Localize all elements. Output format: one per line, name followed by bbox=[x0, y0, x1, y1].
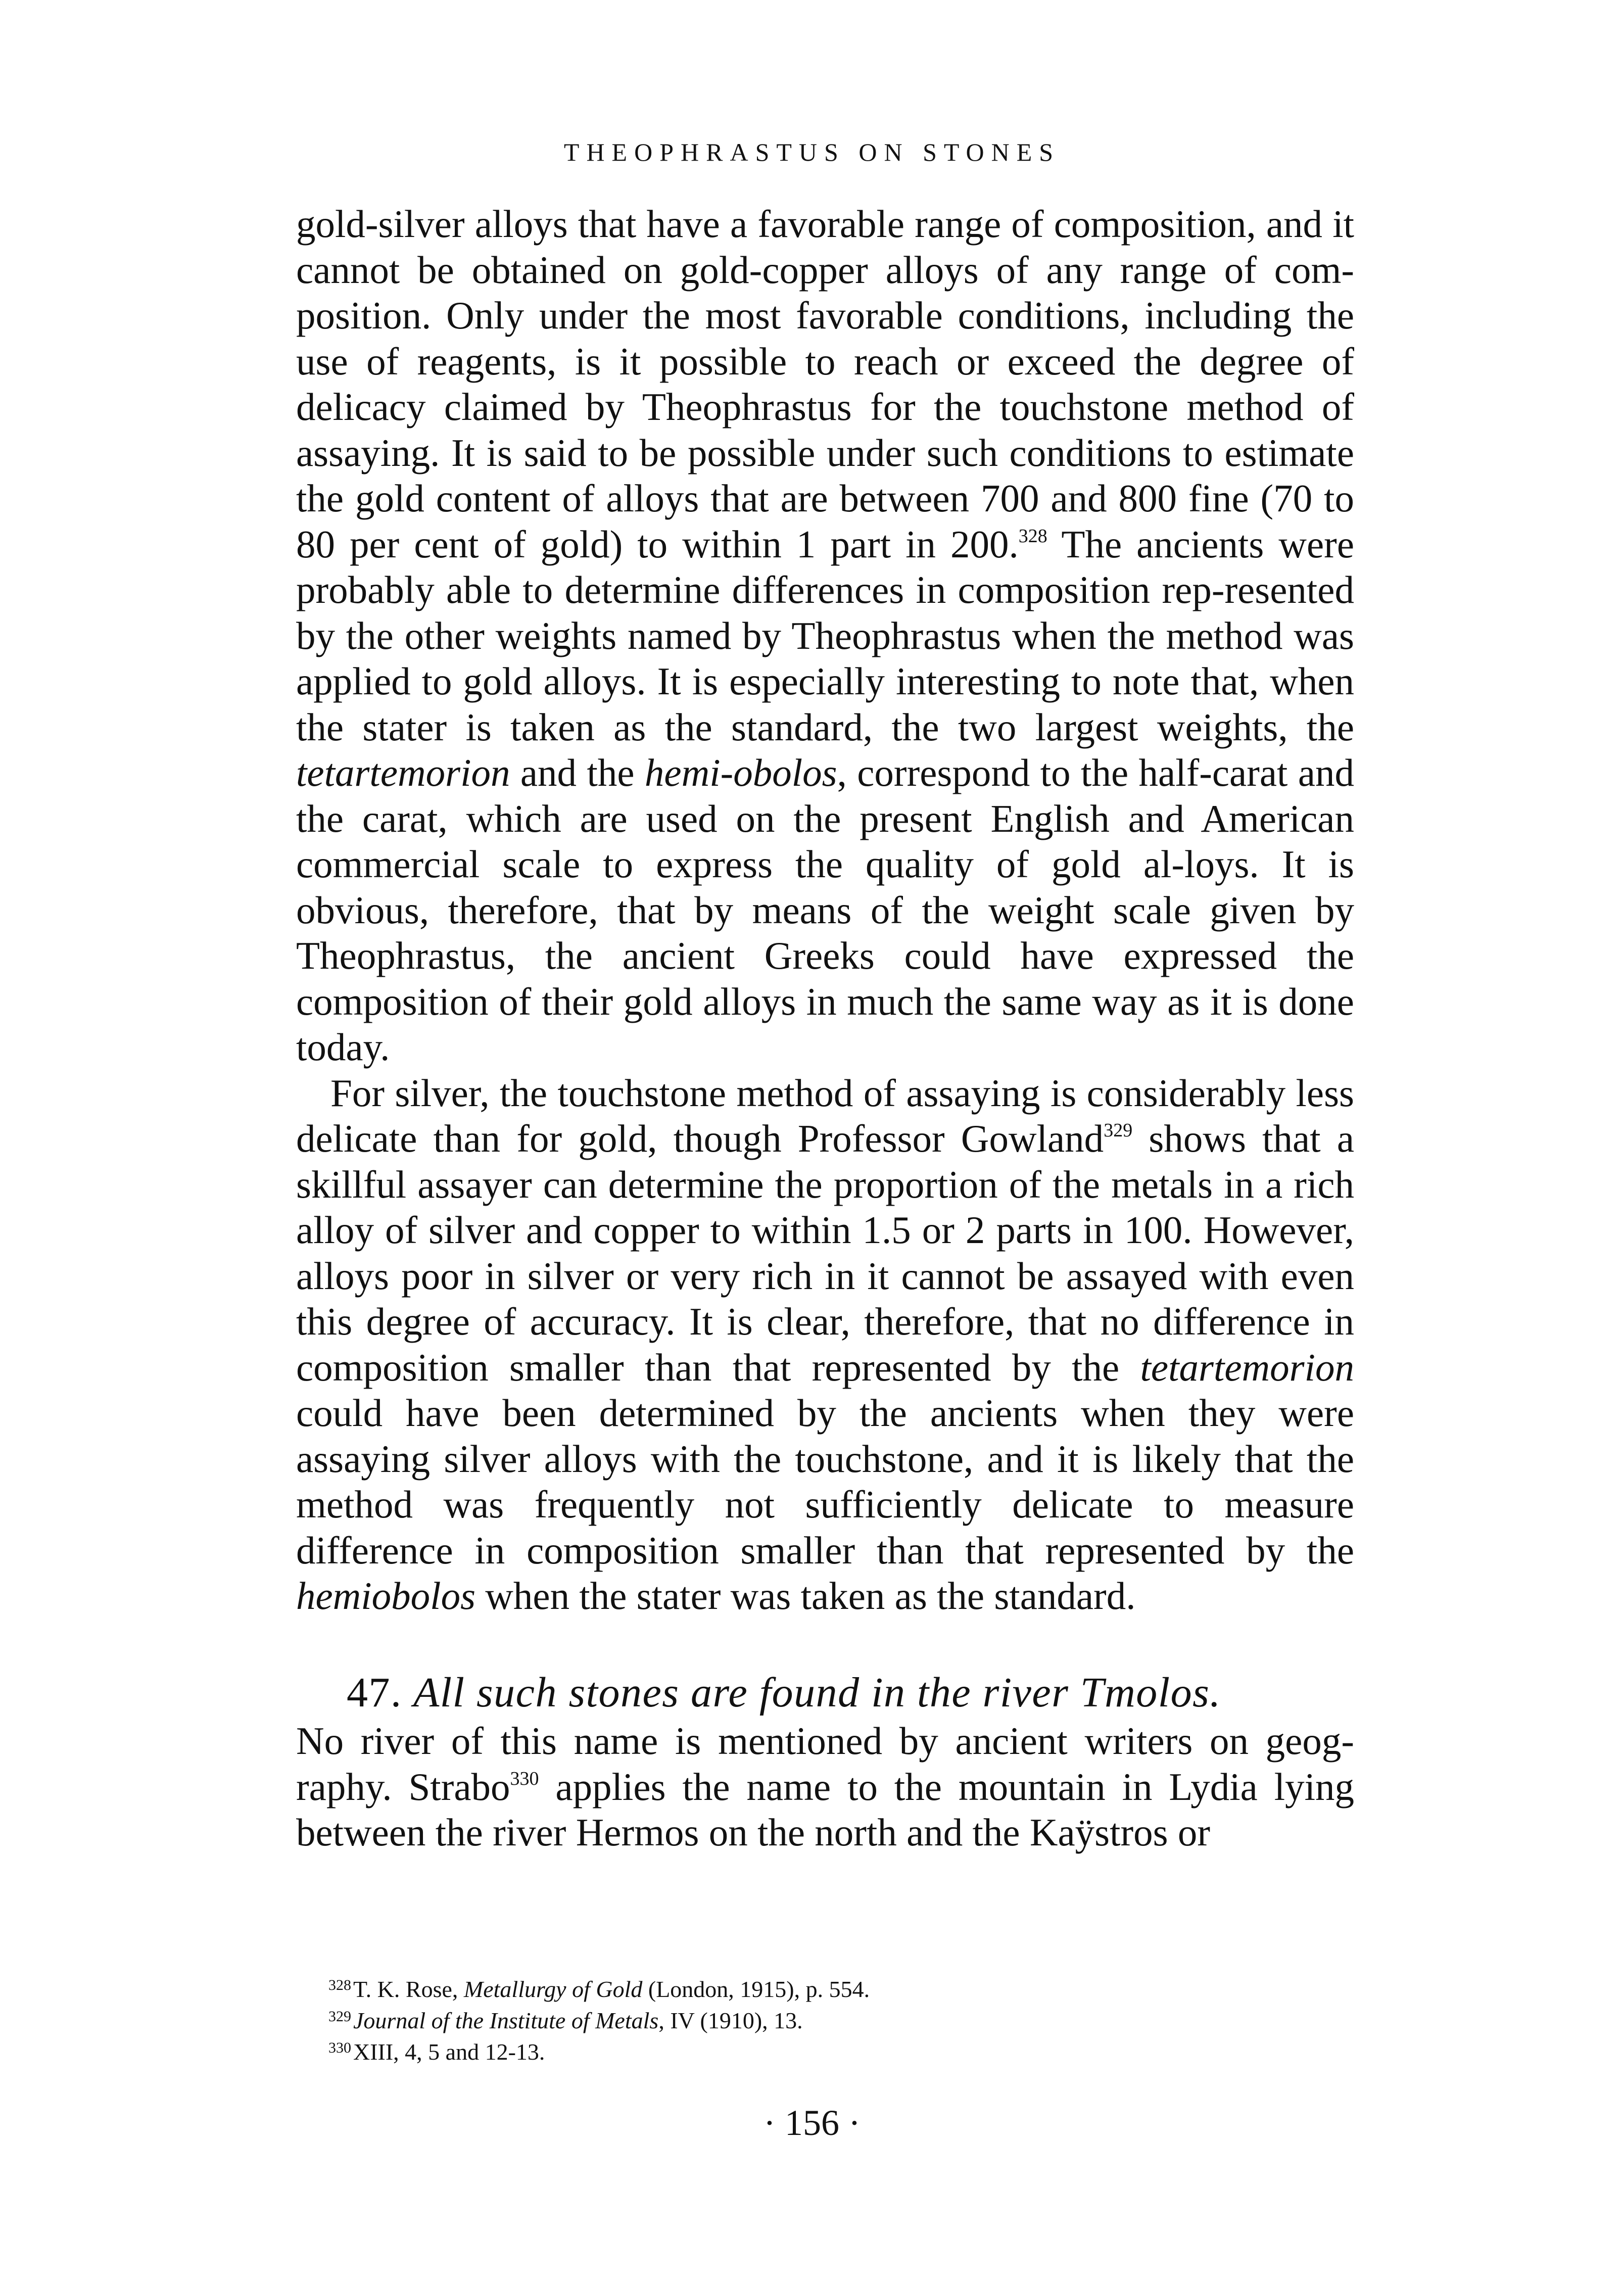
paragraph-silver-assaying bbox=[296, 1070, 1354, 1619]
footnote-title: Metallurgy of Gold bbox=[463, 1976, 643, 2002]
page-number: · 156 · bbox=[763, 2103, 861, 2143]
footnote-text: , IV (1910), 13. bbox=[658, 2008, 803, 2033]
footnote-number: 328 bbox=[328, 1977, 351, 1993]
section-number: 47. bbox=[347, 1669, 402, 1716]
footnote-number: 329 bbox=[328, 2008, 351, 2025]
footnote-text: T. K. Rose, bbox=[353, 1976, 464, 2002]
footnote-number: 330 bbox=[328, 2039, 351, 2056]
footnote-ref-328[interactable]: 328 bbox=[1018, 525, 1047, 547]
footnote-ref-330[interactable]: 330 bbox=[510, 1768, 539, 1789]
text-run: and the bbox=[510, 751, 645, 794]
section-heading bbox=[296, 1668, 1354, 1718]
text-run: , correspond to the half-carat and the carat, which are used on the present English and American commercial scale to express the quality of gold al-loys. It is obvious, therefore, that by means of the weight scale given by Theophrastus, the ancient Greeks could have expressed the composition of their gold alloys in much the same way as it is done today. bbox=[296, 751, 1355, 1069]
text-run: For silver, the touchstone method of assaying is considerably less delicate than for gold, though Professor Gowland bbox=[296, 1071, 1354, 1160]
term-tetartemorion: tetartemorion bbox=[296, 751, 510, 794]
paragraph-gold-assaying bbox=[296, 201, 1354, 1070]
footnote-329 bbox=[328, 2005, 1288, 2036]
term-hemi-obolos: hemi-obolos bbox=[644, 751, 837, 794]
text-run: No river of this name is mentioned by ancient writers on geog-raphy. Strabo bbox=[296, 1719, 1354, 1809]
text-run: applies the name to the mountain in Lydia lying between the river Hermos on the north and the Kaÿstros or bbox=[296, 1765, 1354, 1854]
section-47 bbox=[296, 1668, 1354, 1856]
text-run: gold-silver alloys that have a favorable range of composition, and it cannot be obtained on gold-copper alloys of any range of com-position. Only under the most favorable conditions, including the use of reagents, is it possible to reach or exceed the degree of delicacy claimed by Theophrastus for the touchstone method of assaying. It is said to be possible under such conditions to estimate the gold content of alloys that are between 700 and 800 fine (70 to 80 per cent of gold) to within 1 part in 200. bbox=[296, 202, 1354, 566]
term-hemiobolos: hemiobolos bbox=[296, 1574, 476, 1618]
footnote-328 bbox=[328, 1974, 1288, 2005]
running-head: THEOPHRASTUS ON STONES bbox=[563, 138, 1061, 166]
text-run: The ancients were probably able to determine differences in composition rep-resented by the other weights named by Theophrastus when the method was applied to gold alloys. It is especially interesting to note that, when the stater is taken as the standard, the two largest weights, the bbox=[296, 522, 1355, 749]
footnote-text: (London, 1915), p. 554. bbox=[642, 1976, 870, 2002]
text-run: could have been determined by the ancients when they were assaying silver alloys with the touchstone, and it is likely that the method was frequently not sufficiently delicate to measure difference in composition smaller than that represented by the bbox=[296, 1391, 1354, 1572]
text-run: shows that a skillful assayer can determine the proportion of the metals in a rich alloy of silver and copper to within 1.5 or 2 parts in 100. However, alloys poor in silver or very rich in it cannot be assayed with even this degree of accuracy. It is clear, therefore, that no difference in composition smaller than that represented by the bbox=[296, 1117, 1354, 1389]
text-run: when the stater was taken as the standard. bbox=[475, 1574, 1136, 1618]
footnotes bbox=[328, 1974, 1288, 2068]
footnote-330 bbox=[328, 2036, 1288, 2068]
footnote-ref-329[interactable]: 329 bbox=[1104, 1120, 1133, 1141]
section-commentary bbox=[296, 1718, 1354, 1856]
footnote-text: XIII, 4, 5 and 12-13. bbox=[353, 2039, 545, 2065]
section-lemma: All such stones are found in the river Tmolos. bbox=[413, 1669, 1221, 1716]
footnote-title: Journal of the Institute of Metals bbox=[353, 2008, 659, 2033]
main-text bbox=[296, 201, 1354, 1619]
term-tetartemorion: tetartemorion bbox=[1140, 1345, 1354, 1389]
